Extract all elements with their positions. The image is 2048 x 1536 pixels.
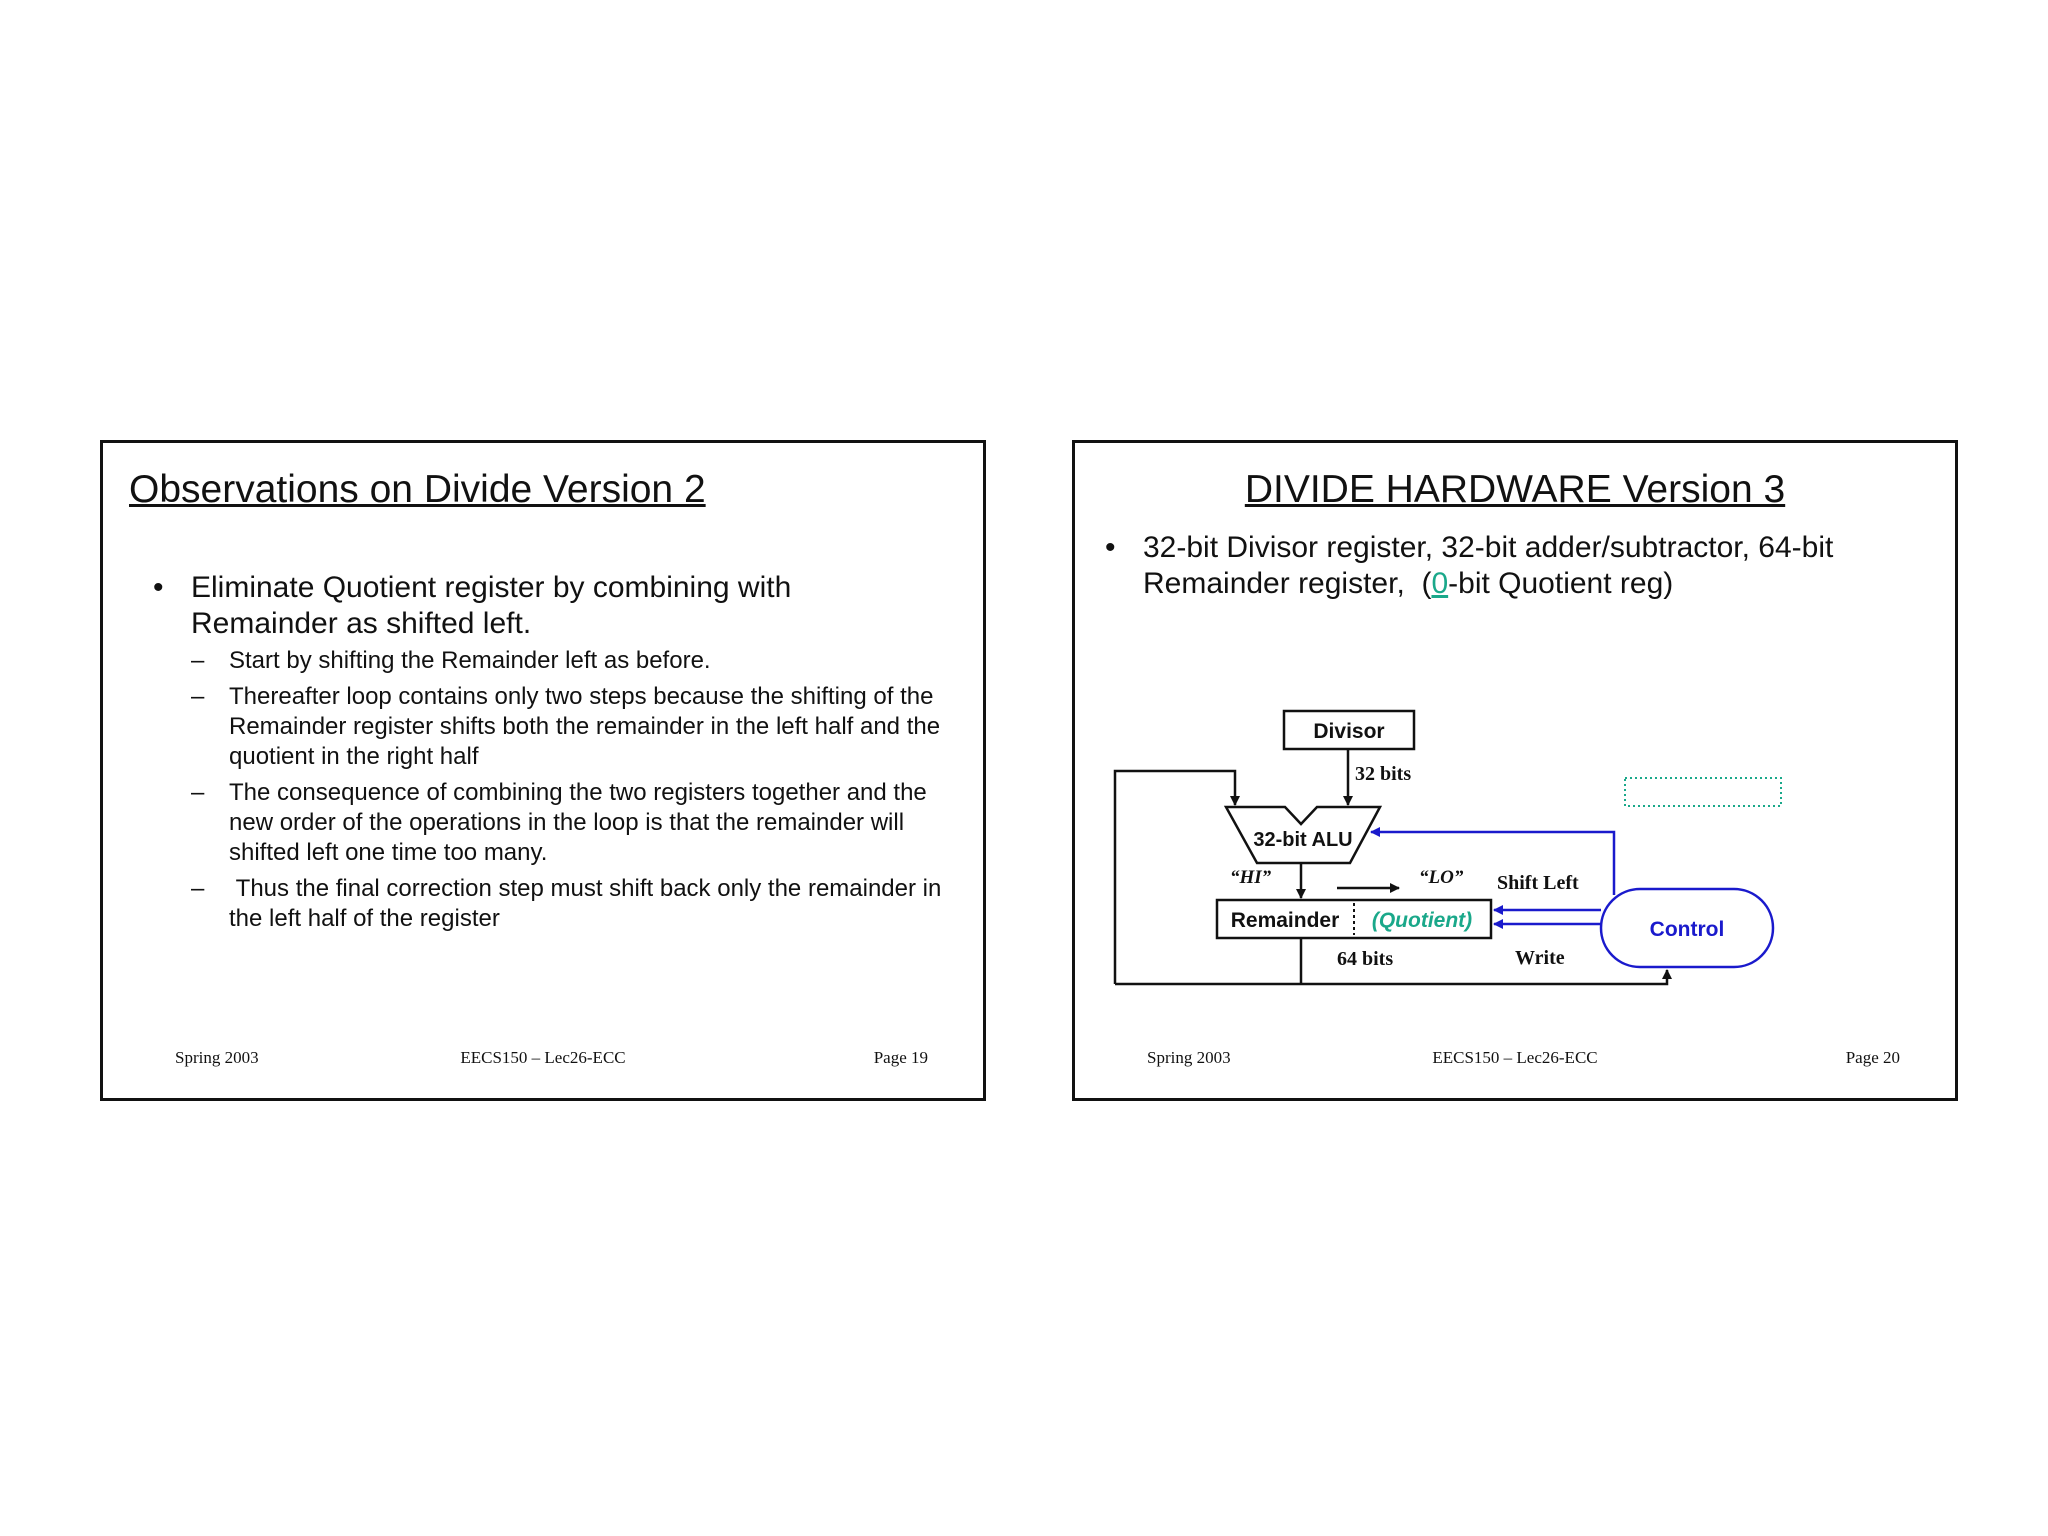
slide-title: Observations on Divide Version 2 [129,468,706,511]
dash-mark: – [191,779,205,806]
sub-bullet-item [191,682,943,772]
feedback-loop-wire [1115,771,1235,984]
sub-bullet-text: Start by shifting the Remainder left as before. [229,647,711,674]
slide-page-20 [1072,440,1958,1101]
footer-course: EECS150 – Lec26-ECC [460,1048,626,1067]
bullet-list [153,570,949,940]
footer-date: Spring 2003 [175,1048,259,1067]
highlight-link[interactable]: 0 [1431,567,1449,600]
slide-page-19 [100,440,986,1101]
sub-bullet-text: Thus the final correction step must shift back only the remainder in the left half of the register [229,875,949,932]
slide-title: DIVIDE HARDWARE Version 3 [1244,468,1786,511]
bullet-mark: • [153,571,164,604]
remainder-to-control-wire [1115,970,1667,984]
quotient-label: (Quotient) [1371,909,1473,932]
footer-date: Spring 2003 [1147,1048,1231,1067]
divide-hardware-diagram [1075,443,1961,1104]
bullet-text-before: 32-bit Divisor register, 32-bit adder/subtractor, 64-bit Remainder register, ( [1143,531,1842,600]
control-label: Control [1649,918,1725,941]
write-label: Write [1515,947,1565,969]
remainder-width-label: 64 bits [1337,948,1394,970]
bullet-text: Eliminate Quotient register by combining with Remainder as shifted left. [191,571,792,640]
sub-bullet-text: Thereafter loop contains only two steps because the shifting of the Remainder register shifts both the remainder in the left half and the quotient in the right half [229,683,941,770]
footer-course: EECS150 – Lec26-ECC [1432,1048,1598,1067]
shift-left-label: Shift Left [1497,872,1579,894]
bullet-mark: • [1105,531,1116,564]
alu-label: 32-bit ALU [1253,829,1353,851]
sub-bullet-text: The consequence of combining the two registers together and the new order of the operations in the loop is that the remainder will shifted left one time too many. [229,779,927,866]
lo-label: “LO” [1419,867,1464,888]
footer-page-number: Page 19 [873,1048,928,1067]
sub-bullet-item [191,874,949,934]
slide-footer [1075,1048,1955,1068]
dash-mark: – [191,875,205,902]
divisor-label: Divisor [1313,720,1385,743]
sub-bullet-item [191,646,943,676]
bullet-item [153,570,949,934]
dash-mark: – [191,683,205,710]
dash-mark: – [191,647,205,674]
bullet-text-after: -bit Quotient reg) [1448,567,1674,600]
sub-bullet-list [191,646,949,934]
divisor-width-label: 32 bits [1355,763,1412,785]
remainder-label: Remainder [1230,909,1340,932]
sub-bullet-item [191,778,943,868]
footer-page-number: Page 20 [1845,1048,1900,1067]
slide-footer [103,1048,983,1068]
hi-label: “HI” [1230,867,1272,888]
placeholder-box [1625,778,1781,806]
